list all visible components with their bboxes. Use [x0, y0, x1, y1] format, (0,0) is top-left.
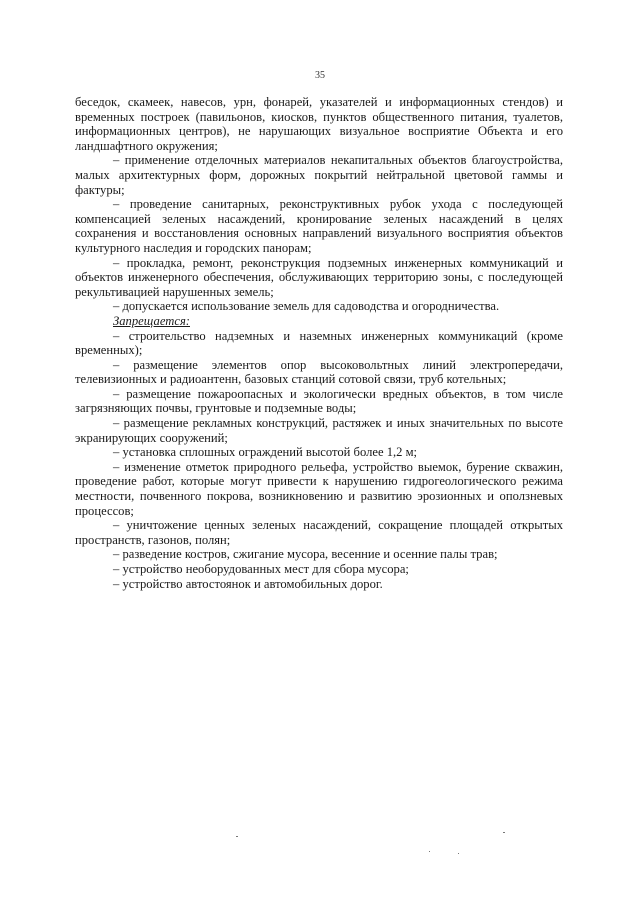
- document-body: [75, 95, 563, 591]
- list-item: – изменение отметок природного рельефа, устройство выемок, бурение скважин, проведение работ, которые могут привести к нарушению гидрогеологического режима местности, почвенного покрова, возникновению и развитию эрозионных и оползневых процессов;: [75, 459, 563, 518]
- paragraph: – допускается использование земель для садоводства и огородничества.: [113, 299, 500, 314]
- paragraph: – применение отделочных материалов некапитальных объектов благоустройства, малых архитектурных форм, дорожных покрытий нейтральной цветовой гаммы и фактуры;: [75, 153, 563, 197]
- section-heading-forbidden: Запрещается:: [113, 313, 190, 328]
- scan-speck: [429, 851, 430, 852]
- list-item: – устройство автостоянок и автомобильных дорог.: [113, 576, 383, 591]
- scan-speck: [236, 836, 238, 837]
- scan-speck: [503, 832, 505, 833]
- scan-speck: [458, 853, 459, 854]
- list-item: – разведение костров, сжигание мусора, весенние и осенние палы трав;: [113, 547, 498, 562]
- list-item: – установка сплошных ограждений высотой более 1,2 м;: [113, 445, 418, 460]
- list-item: – устройство необорудованных мест для сбора мусора;: [113, 562, 409, 576]
- list-item: – размещение пожароопасных и экологически вредных объектов, в том числе загрязняющих почвы, грунтовые и подземные воды;: [75, 386, 563, 416]
- paragraph: беседок, скамеек, навесов, урн, фонарей, указателей и информационных стендов) и временных построек (павильонов, киосков, пунктов общественного питания, туалетов, информационных центров), не нарушающих визуальное восприятие Объекта и его ландшафтного окружения;: [75, 95, 563, 153]
- list-item: – размещение рекламных конструкций, растяжек и иных значительных по высоте экранирующих сооружений;: [75, 416, 563, 445]
- paragraph: – проведение санитарных, реконструктивных рубок ухода с последующей компенсацией зеленых насаждений, кронирование зеленых насаждений в целях сохранения и восстановления основных направлений визуального восприятия объектов культурного наследия и городских панорам;: [75, 197, 563, 255]
- page-number: 35: [315, 70, 325, 81]
- paragraph: – прокладка, ремонт, реконструкция подземных инженерных коммуникаций и объектов инженерного обеспечения, обслуживающих территорию зоны, с последующей рекультивацией нарушенных земель;: [75, 255, 563, 299]
- list-item: – строительство надземных и наземных инженерных коммуникаций (кроме временных);: [75, 328, 563, 358]
- list-item: – уничтожение ценных зеленых насаждений, сокращение площадей открытых пространств, газонов, полян;: [75, 518, 563, 547]
- list-item: – размещение элементов опор высоковольтных линий электропередачи, телевизионных и радиоантенн, базовых станций сотовой связи, труб котельных;: [75, 357, 563, 387]
